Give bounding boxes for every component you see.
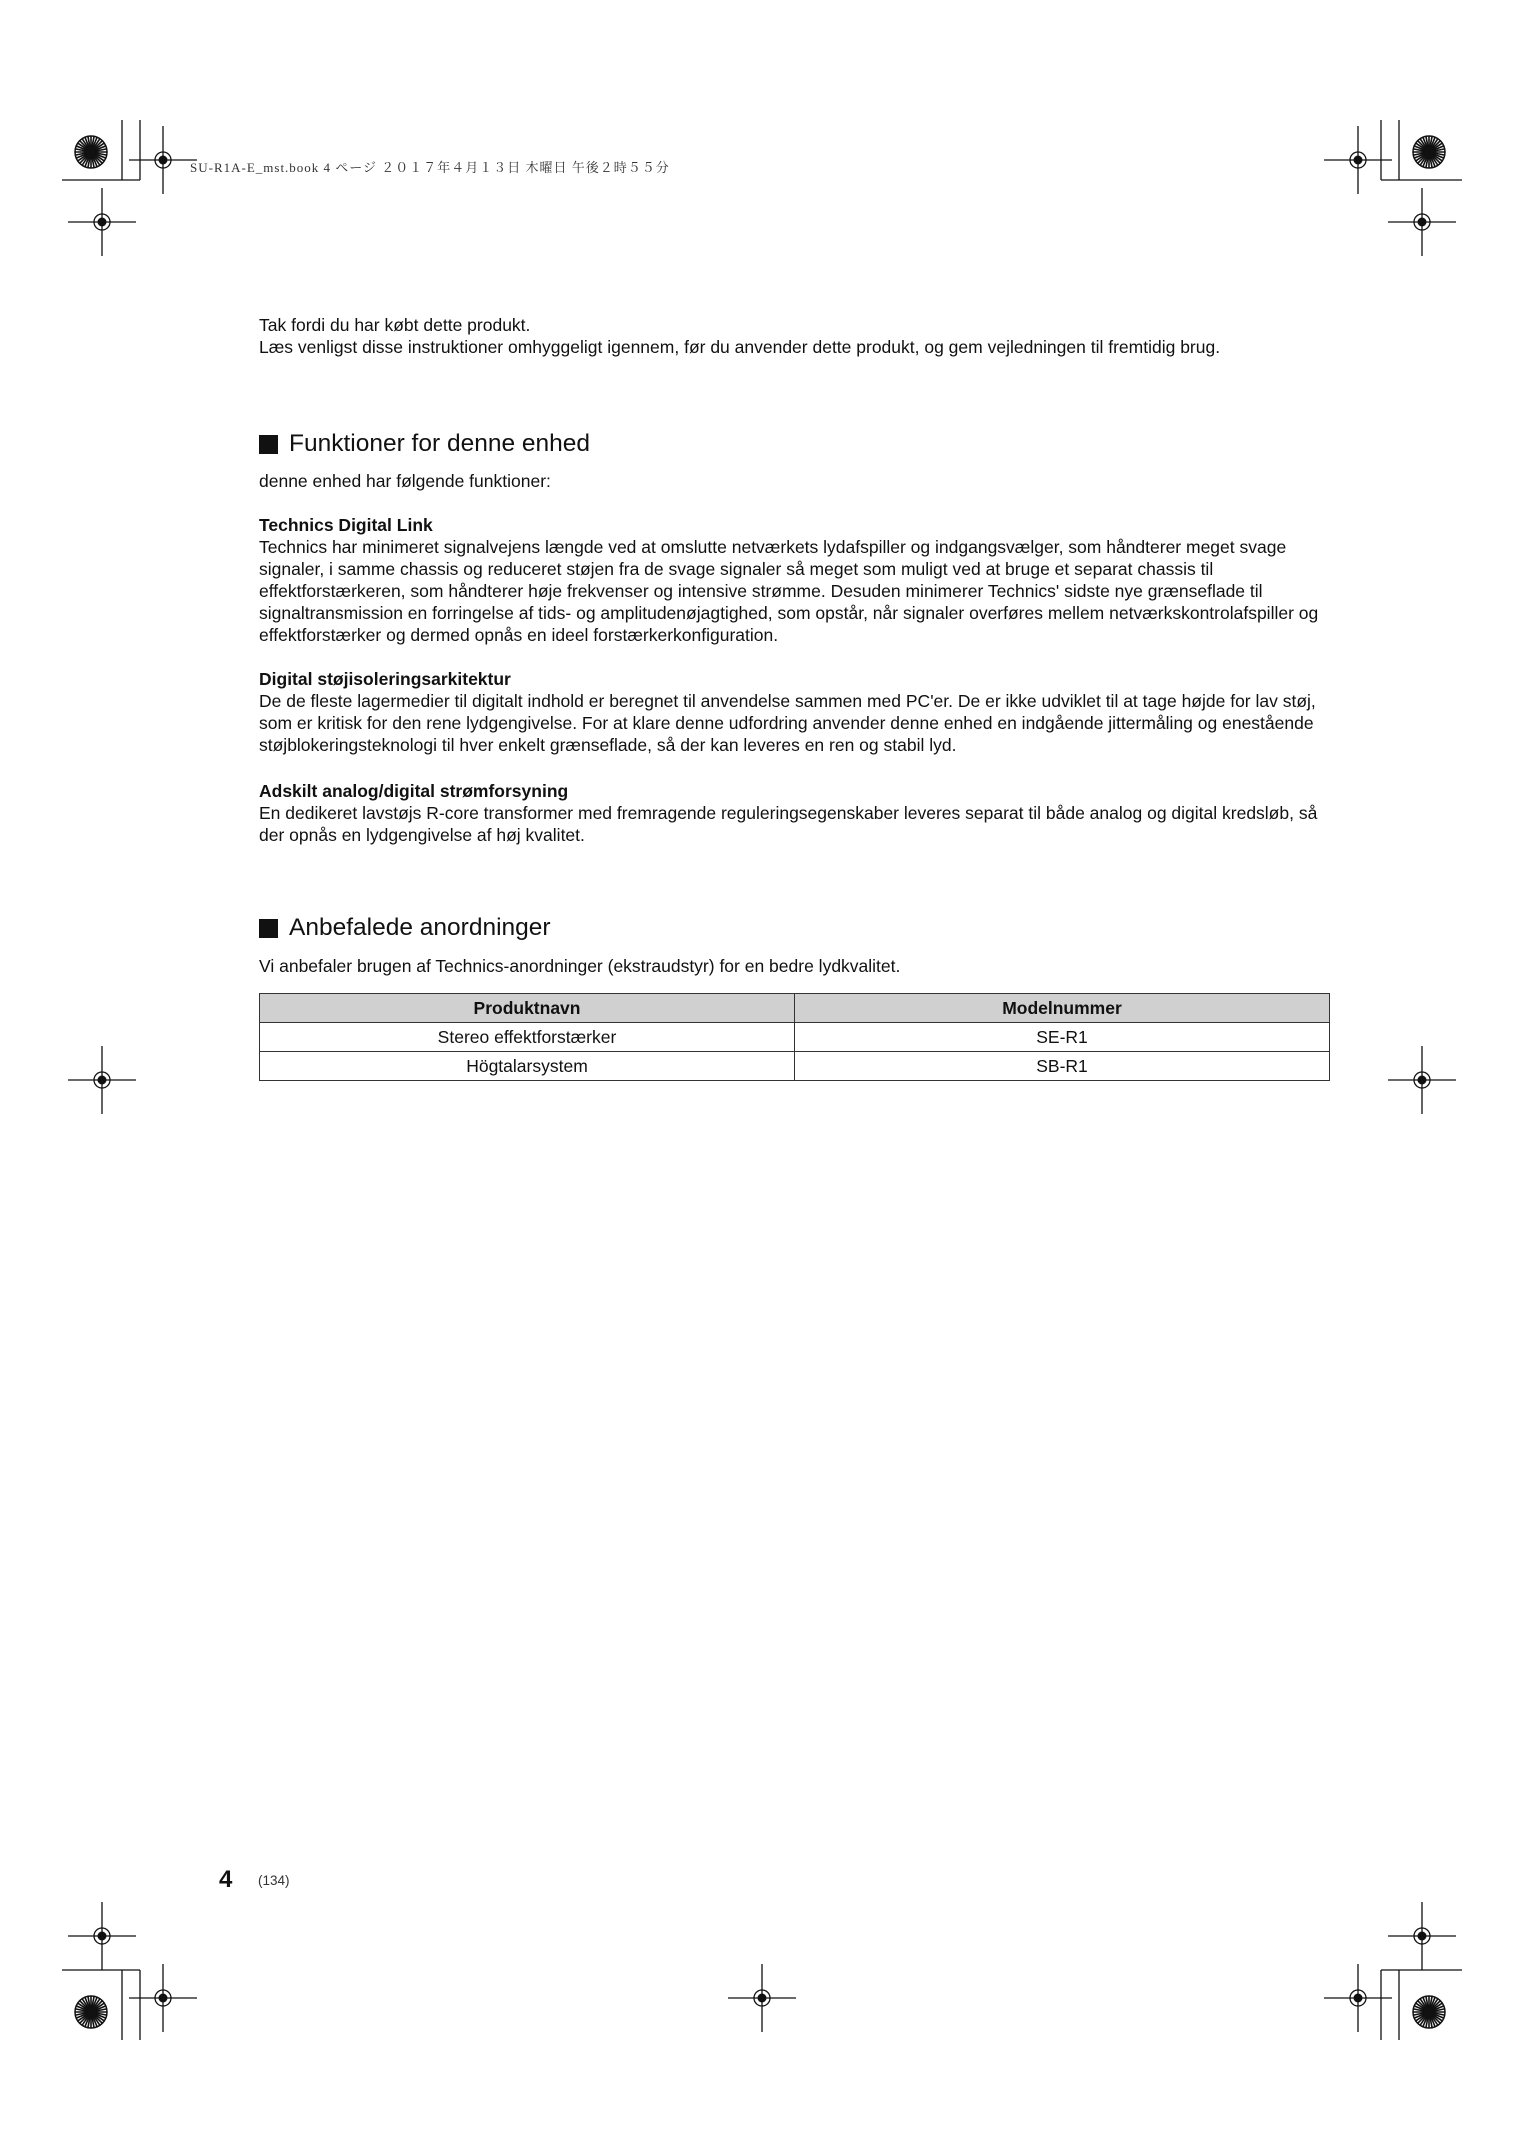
intro-line-2: Læs venligst disse instruktioner omhyggeligt igennem, før du anvender dette produkt, og gem vejledningen til fremtidig brug. bbox=[259, 337, 1221, 357]
devices-subtitle: Vi anbefaler brugen af Technics-anordninger (ekstraudstyr) for en bedre lydkvalitet. bbox=[259, 956, 901, 976]
product-name-cell: Högtalarsystem bbox=[260, 1052, 795, 1081]
features-subtitle: denne enhed har følgende funktioner: bbox=[259, 471, 551, 491]
model-number-cell: SE-R1 bbox=[795, 1023, 1330, 1052]
feature-body: De de fleste lagermedier til digitalt indhold er beregnet til anvendelse sammen med PC'er. De er ikke udviklet til at tage højde for lav støj, som er kritisk for den rene lydgengivelse. For at klare denne udfordring anvender denne enhed en indgående jittermåling og enestående støjblokeringsteknologi til hver enkelt grænseflade, så der kan leveres en ren og stabil lyd. bbox=[259, 691, 1316, 755]
feature-heading: Adskilt analog/digital strømforsyning bbox=[259, 781, 569, 801]
intro bbox=[259, 314, 1329, 358]
table-row bbox=[260, 1052, 1330, 1081]
table-row bbox=[260, 1023, 1330, 1052]
feature-power-supply bbox=[259, 780, 1329, 846]
model-number-cell: SB-R1 bbox=[795, 1052, 1330, 1081]
page-sub-number: (134) bbox=[258, 1873, 290, 1888]
feature-heading: Technics Digital Link bbox=[259, 515, 433, 535]
feature-technics-digital-link bbox=[259, 514, 1329, 646]
product-name-cell: Stereo effektforstærker bbox=[260, 1023, 795, 1052]
page-number: 4 bbox=[219, 1866, 233, 1893]
feature-heading: Digital støjisoleringsarkitektur bbox=[259, 669, 511, 689]
black-square-icon bbox=[259, 435, 278, 454]
print-header: SU-R1A-E_mst.book 4 ページ ２０１７年４月１３日 木曜日 午後２時５５分 bbox=[190, 160, 670, 175]
features-title: Funktioner for denne enhed bbox=[289, 430, 591, 457]
devices-heading bbox=[259, 913, 1329, 943]
black-square-icon bbox=[259, 919, 278, 938]
feature-body: Technics har minimeret signalvejens længde ved at omslutte netværkets lydafspiller og indgangsvælger, som håndterer meget svage signaler, i samme chassis og reduceret støjen fra de svage signaler så meget som muligt ved at bruge et separat chassis til effektforstærkeren, som håndterer høje frekvenser og intensive strømme. Desuden minimerer Technics' sidste nye grænseflade til signaltransmission en forringelse af tids- og amplitudenøjagtighed, som opstår, når signaler overføres mellem netværkskontrolafspiller og effektforstærker og dermed opnås en ideel forstærkerkonfiguration. bbox=[259, 537, 1319, 645]
column-header-model-number: Modelnummer bbox=[795, 994, 1330, 1023]
feature-noise-isolation bbox=[259, 668, 1329, 756]
feature-body: En dedikeret lavstøjs R-core transformer med fremragende reguleringsegenskaber leveres separat til både analog og digital kredsløb, så der opnås en lydgengivelse af høj kvalitet. bbox=[259, 803, 1318, 845]
features-heading bbox=[259, 429, 1329, 459]
table-header-row bbox=[260, 994, 1330, 1023]
recommended-devices-table bbox=[259, 993, 1330, 1081]
devices-title: Anbefalede anordninger bbox=[289, 914, 551, 941]
column-header-product-name: Produktnavn bbox=[260, 994, 795, 1023]
intro-line-1: Tak fordi du har købt dette produkt. bbox=[259, 315, 531, 335]
